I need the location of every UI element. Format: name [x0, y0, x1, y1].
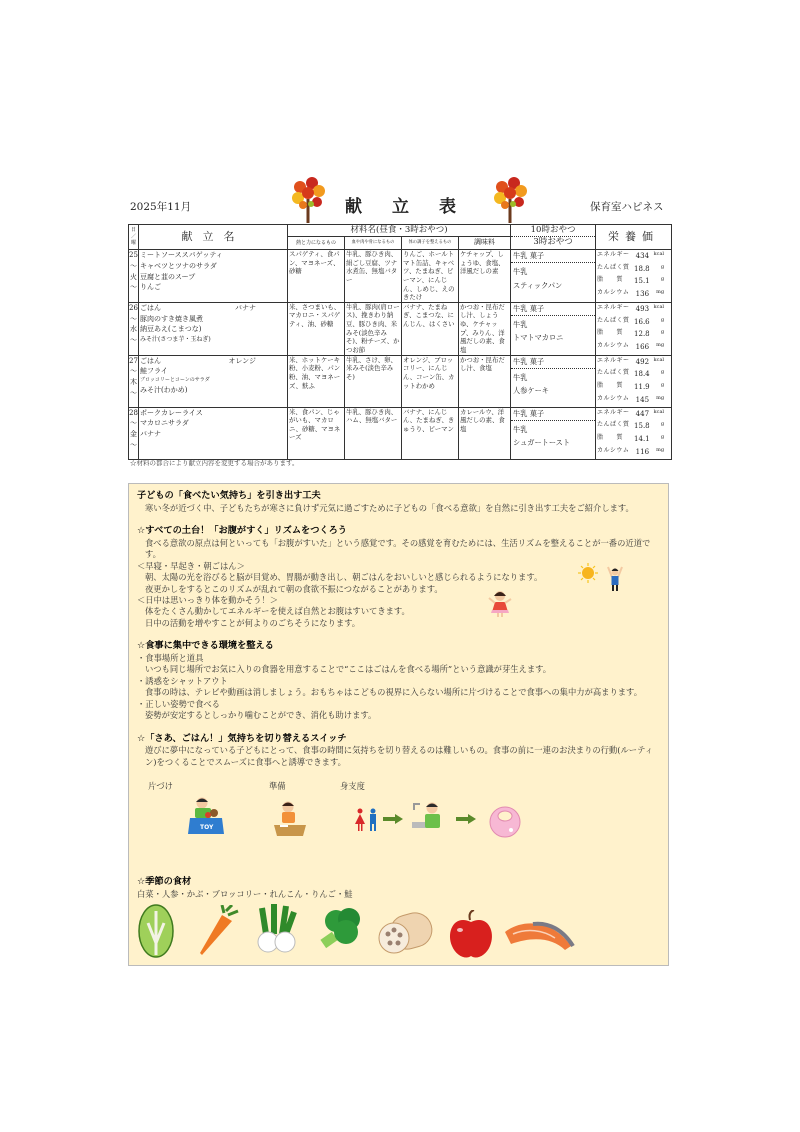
- table-row: [129, 355, 672, 407]
- autumn-tree-icon: [492, 177, 528, 223]
- snack-cell: 牛乳 菓子 牛乳 スティックパン: [511, 249, 596, 302]
- seasonings-cell: かつお・昆布だし汁、食塩: [459, 355, 511, 407]
- body-foods-cell: 牛乳、豚ひき肉、ハム、無塩バター: [345, 407, 402, 459]
- dish-cell: ポークカレーライス マカロニサラダ バナナ: [139, 407, 288, 459]
- day-cell: 27 〜 木 〜: [129, 355, 139, 407]
- table-row: [129, 249, 672, 302]
- carrot-icon: [196, 905, 240, 957]
- energy-foods-cell: 米、さつまいも、マカロニ・スパゲティ、油、砂糖: [288, 302, 345, 355]
- toy-box-child-icon: [186, 796, 226, 838]
- seasonings-cell: ケチャップ、しょうゆ、食塩、洋風だしの素: [459, 249, 511, 302]
- day-cell: 26 〜 水 〜: [129, 302, 139, 355]
- page-title: 献立表: [345, 197, 486, 217]
- dish-header: 献立名: [139, 225, 288, 250]
- section-seasonal: ☆季節の食材 白菜・人参・かぶ・ブロッコリー・れんこん・りんご・鮭: [137, 876, 353, 899]
- ingredients-header: 材料名(昼食・3時おやつ): [288, 225, 511, 237]
- energy-foods-cell: 米、ホットケーキ粉、小麦粉、パン粉、油、マヨネーズ、麩ふ: [288, 355, 345, 407]
- bib-icon: [488, 804, 522, 838]
- seasonings-cell: かつお・昆布だし汁、しょうゆ、ケチャップ、みりん、洋風だしの素、食塩: [459, 302, 511, 355]
- handwashing-icon: [410, 800, 444, 834]
- school-name: 保育室ハピネス: [590, 201, 664, 213]
- snack-pm-header: 3時おやつ: [511, 237, 596, 249]
- month-label: 2025年11月: [130, 201, 192, 213]
- section-environment: ☆食事に集中できる環境を整える ・食事場所と道具 いつも同じ場所でお気に入りの食器を用意することで“ここはごはんを食べる場所”という意識が芽生えます。 ・誘惑をシャットアウト 食事の時は、テレビや動画は消しましょう。おもちゃはこどもの視界に入らない場所に片づけることで食事への集中力が高まります。 ・正しい姿勢で食べる 姿勢が安定するとしっかり噛むことができ、消化も助けます。: [137, 640, 642, 721]
- step-label-tidy: 片づけ: [148, 781, 173, 791]
- nutrition-cell: エネルギー 493 kcal たんぱく質 16.6 g 脂 質 12.8 g カルシウム 166 mg: [596, 302, 672, 355]
- info-box: [128, 483, 669, 966]
- body-foods-cell: 牛乳、豚ひき肉、絹ごし豆腐、ツナ水煮缶、無塩バター: [345, 249, 402, 302]
- snack-cell: 牛乳 菓子 牛乳 シュガートースト: [511, 407, 596, 459]
- regulating-foods-cell: バナナ、にんじん、たまねぎ、きゅうり、ピーマン: [402, 407, 459, 459]
- arrow-icon: [383, 814, 403, 824]
- info-intro: 寒い冬が近づく中、子どもたちが寒さに負けず元気に過ごすために子どもの「食べる意欲」を自然に引き出す工夫をご紹介します。: [145, 502, 634, 513]
- turnip-icon: [252, 904, 302, 956]
- body-foods-cell: 牛乳、さけ、卵、米みそ(淡色辛みそ): [345, 355, 402, 407]
- day-cell: 28 〜 金 〜: [129, 407, 139, 459]
- energy-foods-cell: 米、食パン、じゃがいも、マカロニ、砂糖、マヨネーズ: [288, 407, 345, 459]
- snack-cell: 牛乳 菓子 牛乳 トマトマカロニ: [511, 302, 596, 355]
- regulating-foods-cell: りんご、ホールトマト缶詰、キャベツ、たまねぎ、ピーマン、にんじん、しめじ、えのきたけ: [402, 249, 459, 302]
- regulating-foods-cell: オレンジ、ブロッコリー、にんじん、コーン缶、カットわかめ: [402, 355, 459, 407]
- step-label-prepare: 準備: [269, 781, 286, 791]
- arrow-icon: [456, 814, 476, 824]
- dish-cell: ごはん バナナ 豚肉のすき焼き風煮 納豆あえ(こまつな) みそ汁(さつま芋・玉ねぎ): [139, 302, 288, 355]
- napa-cabbage-icon: [136, 903, 176, 959]
- menu-table: [128, 224, 672, 460]
- dish-cell: ミートソーススパゲッティ キャベツとツナのサラダ 豆腐と韮のスープ りんご: [139, 249, 288, 302]
- table-row: [129, 407, 672, 459]
- body-foods-cell: 牛乳、豚肉(肩ロース)、挽きわり納豆、豚ひき肉、米みそ(淡色辛みそ)、粉チーズ、かつお節: [346, 302, 400, 354]
- salmon-icon: [503, 918, 577, 958]
- energy-foods-header: 熱と力になるもの: [288, 237, 345, 249]
- girl-dancing-icon: [487, 588, 513, 618]
- nutrition-header: 栄養価: [596, 225, 672, 250]
- day-cell: 25 〜 火 〜: [129, 249, 139, 302]
- regulating-foods-header: 体の調子を整えるもの: [402, 237, 459, 249]
- info-title: 子どもの「食べたい気持ち」を引き出す工夫: [137, 490, 321, 501]
- broccoli-icon: [316, 905, 366, 953]
- autumn-tree-icon: [290, 177, 326, 223]
- body-foods-header: 血や肉や骨になるもの: [345, 237, 402, 249]
- lotus-root-icon: [376, 910, 436, 956]
- section-rhythm: ☆すべての土台！「お腹がすく」リズムをつくろう 食べる意欲の原点は何といっても「お腹がすいた」という感覚です。その感覚を育むためには、生活リズムを整えることが一番の近道です。 ＜早寝・早起き・朝ごはん＞ 朝、太陽の光を浴びると脳が目覚め、胃腸が動き出し、朝ごはんをおいしいと感じられるようになります。 夜更かしをするとこのリズムが乱れて朝の食欲不振につながることがあります。 ＜日中は思いっきり体を動かそう！＞ 体をたくさん動かしてエネルギーを使えば自然とお腹はすいてきます。 日中の活動を増やすことが何よりのごちそうになります。: [137, 525, 651, 628]
- dish-cell: ごはん オレンジ 鮭フライ ブロッコリーとコーンのサラダ みそ汁(わかめ): [139, 355, 288, 407]
- section-switch: ☆「さあ、ごはん！」気持ちを切り替えるスイッチ 遊びに夢中になっている子どもにとって、食事の時間に気持ちを切り替えるのは難しいもの。食事の前に一連のお決まりの行動(ルーティン)をつくることでスムーズに食事へと誘導できます。: [137, 732, 654, 767]
- day-header: 日／曜: [129, 225, 139, 250]
- energy-foods-cell: スパゲティ、食パン、マヨネーズ、砂糖: [288, 249, 345, 302]
- snack-am-header: 10時おやつ: [511, 225, 596, 237]
- table-setting-child-icon: [272, 800, 308, 838]
- seasonings-header: 調味料: [459, 237, 511, 249]
- table-row: [129, 302, 672, 355]
- nutrition-cell: エネルギー 447 kcal たんぱく質 15.8 g 脂 質 14.1 g カルシウム 116 mg: [596, 407, 672, 459]
- footnote: ☆材料の都合により献立内容を変更する場合があります。: [130, 459, 299, 467]
- step-label-getready: 身支度: [340, 781, 365, 791]
- nutrition-cell: エネルギー 492 kcal たんぱく質 18.4 g 脂 質 11.9 g カルシウム 145 mg: [596, 355, 672, 407]
- sun-icon: [578, 563, 598, 583]
- svg-text:TOY: TOY: [200, 824, 214, 831]
- snack-cell: 牛乳 菓子 牛乳 人参ケーキ: [511, 355, 596, 407]
- apple-icon: [446, 910, 496, 960]
- regulating-foods-cell: バナナ、たまねぎ、こまつな、にんじん、はくさい: [402, 302, 459, 355]
- restroom-icon: [353, 808, 381, 832]
- nutrition-cell: エネルギー 434 kcal たんぱく質 18.8 g 脂 質 15.1 g カルシウム 136 mg: [596, 249, 672, 302]
- seasonings-cell: カレールウ、洋風だしの素、食塩: [459, 407, 511, 459]
- boy-stretching-icon: [606, 565, 624, 593]
